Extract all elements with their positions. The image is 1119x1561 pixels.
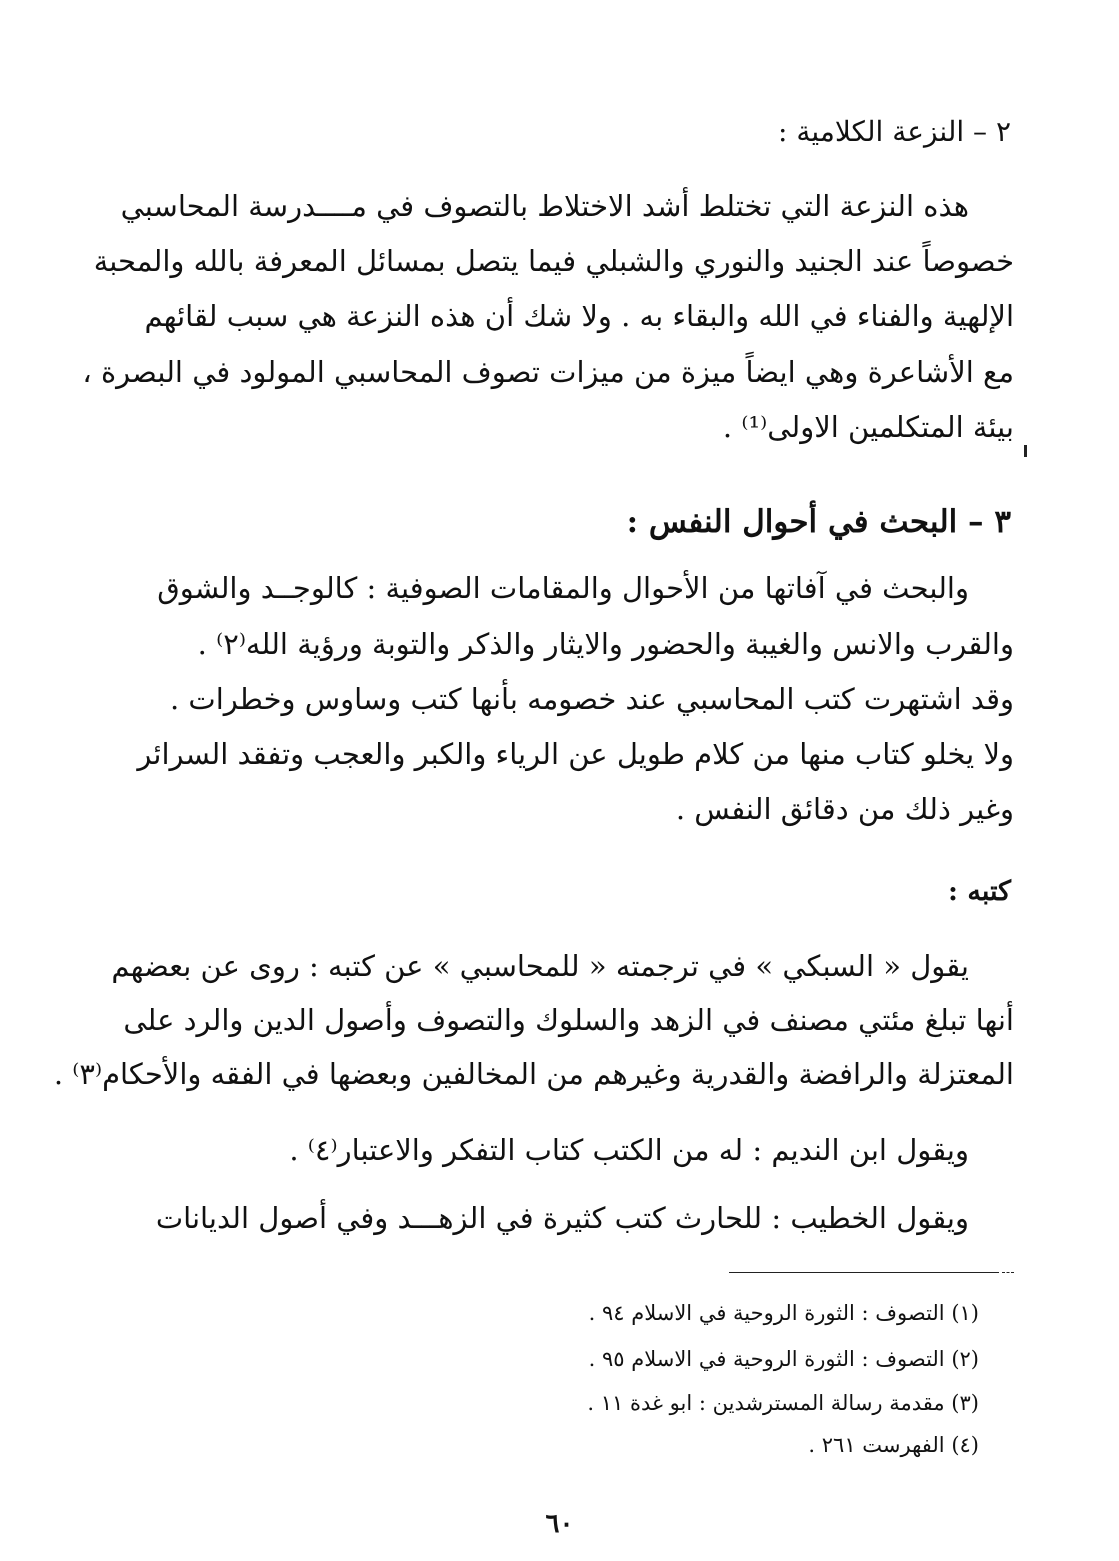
section-heading-soul-states: ٣ – البحث في أحوال النفس : (626, 504, 1011, 540)
paragraph-line: وغير ذلك من دقائق النفس . (675, 792, 1014, 826)
paragraph-line: والقرب والانس والغيبة والحضور والايثار والذكر والتوبة ورؤية الله⁽٢⁾ . (197, 627, 1014, 661)
footnote-3: (٣) مقدمة رسالة المسترشدين : ابو غدة ١١ . (587, 1391, 979, 1415)
footnote-2: (٢) التصوف : الثورة الروحية في الاسلام ٩٥ . (588, 1347, 979, 1371)
paragraph-line: بيئة المتكلمين الاولى⁽¹⁾ . (722, 410, 1014, 444)
paragraph-line: والبحث في آفاتها من الأحوال والمقامات الصوفية : كالوجــد والشوق (157, 571, 969, 605)
paragraph-line: خصوصاً عند الجنيد والنوري والشبلي فيما يتصل بمسائل المعرفة بالله والمحبة (93, 244, 1014, 278)
paragraph-line: أنها تبلغ مئتي مصنف في الزهد والسلوك والتصوف وأصول الدين والرد على (123, 1003, 1014, 1037)
footnote-1: (١) التصوف : الثورة الروحية في الاسلام ٩٤ . (588, 1301, 979, 1325)
page-number: ٦٠ (545, 1509, 574, 1539)
paragraph-line: ويقول ابن النديم : له من الكتب كتاب التفكر والاعتبار⁽٤⁾ . (289, 1133, 969, 1167)
margin-mark (1024, 445, 1027, 457)
paragraph-line: المعتزلة والرافضة والقدرية وغيرهم من المخالفين وبعضها في الفقه والأحكام⁽٣⁾ . (53, 1057, 1014, 1091)
paragraph-line: وقد اشتهرت كتب المحاسبي عند خصومه بأنها كتب وساوس وخطرات . (170, 682, 1014, 716)
section-heading-theological-tendency: ٢ – النزعة الكلامية : (778, 115, 1011, 148)
paragraph-line: الإلهية والفناء في الله والبقاء به . ولا شك أن هذه النزعة هي سبب لقائهم (144, 299, 1014, 333)
footnote-separator (729, 1272, 999, 1273)
paragraph-line: مع الأشاعرة وهي ايضاً ميزة من ميزات تصوف المحاسبي المولود في البصرة ، (82, 355, 1014, 389)
paragraph-line: ولا يخلو كتاب منها من كلام طويل عن الرياء والكبر والعجب وتفقد السرائر (137, 737, 1014, 771)
paragraph-line: هذه النزعة التي تختلط أشد الاختلاط بالتصوف في مــــدرسة المحاسبي (120, 189, 969, 223)
footnote-4: (٤) الفهرست ٢٦١ . (808, 1433, 979, 1457)
section-heading-books: كتبه : (948, 876, 1011, 907)
paragraph-line: ويقول الخطيب : للحارث كتب كثيرة في الزهـــد وفي أصول الديانات (155, 1201, 969, 1235)
footnote-separator-tail (1002, 1272, 1014, 1273)
paragraph-line: يقول « السبكي » في ترجمته « للمحاسبي » عن كتبه : روى عن بعضهم (111, 949, 969, 983)
